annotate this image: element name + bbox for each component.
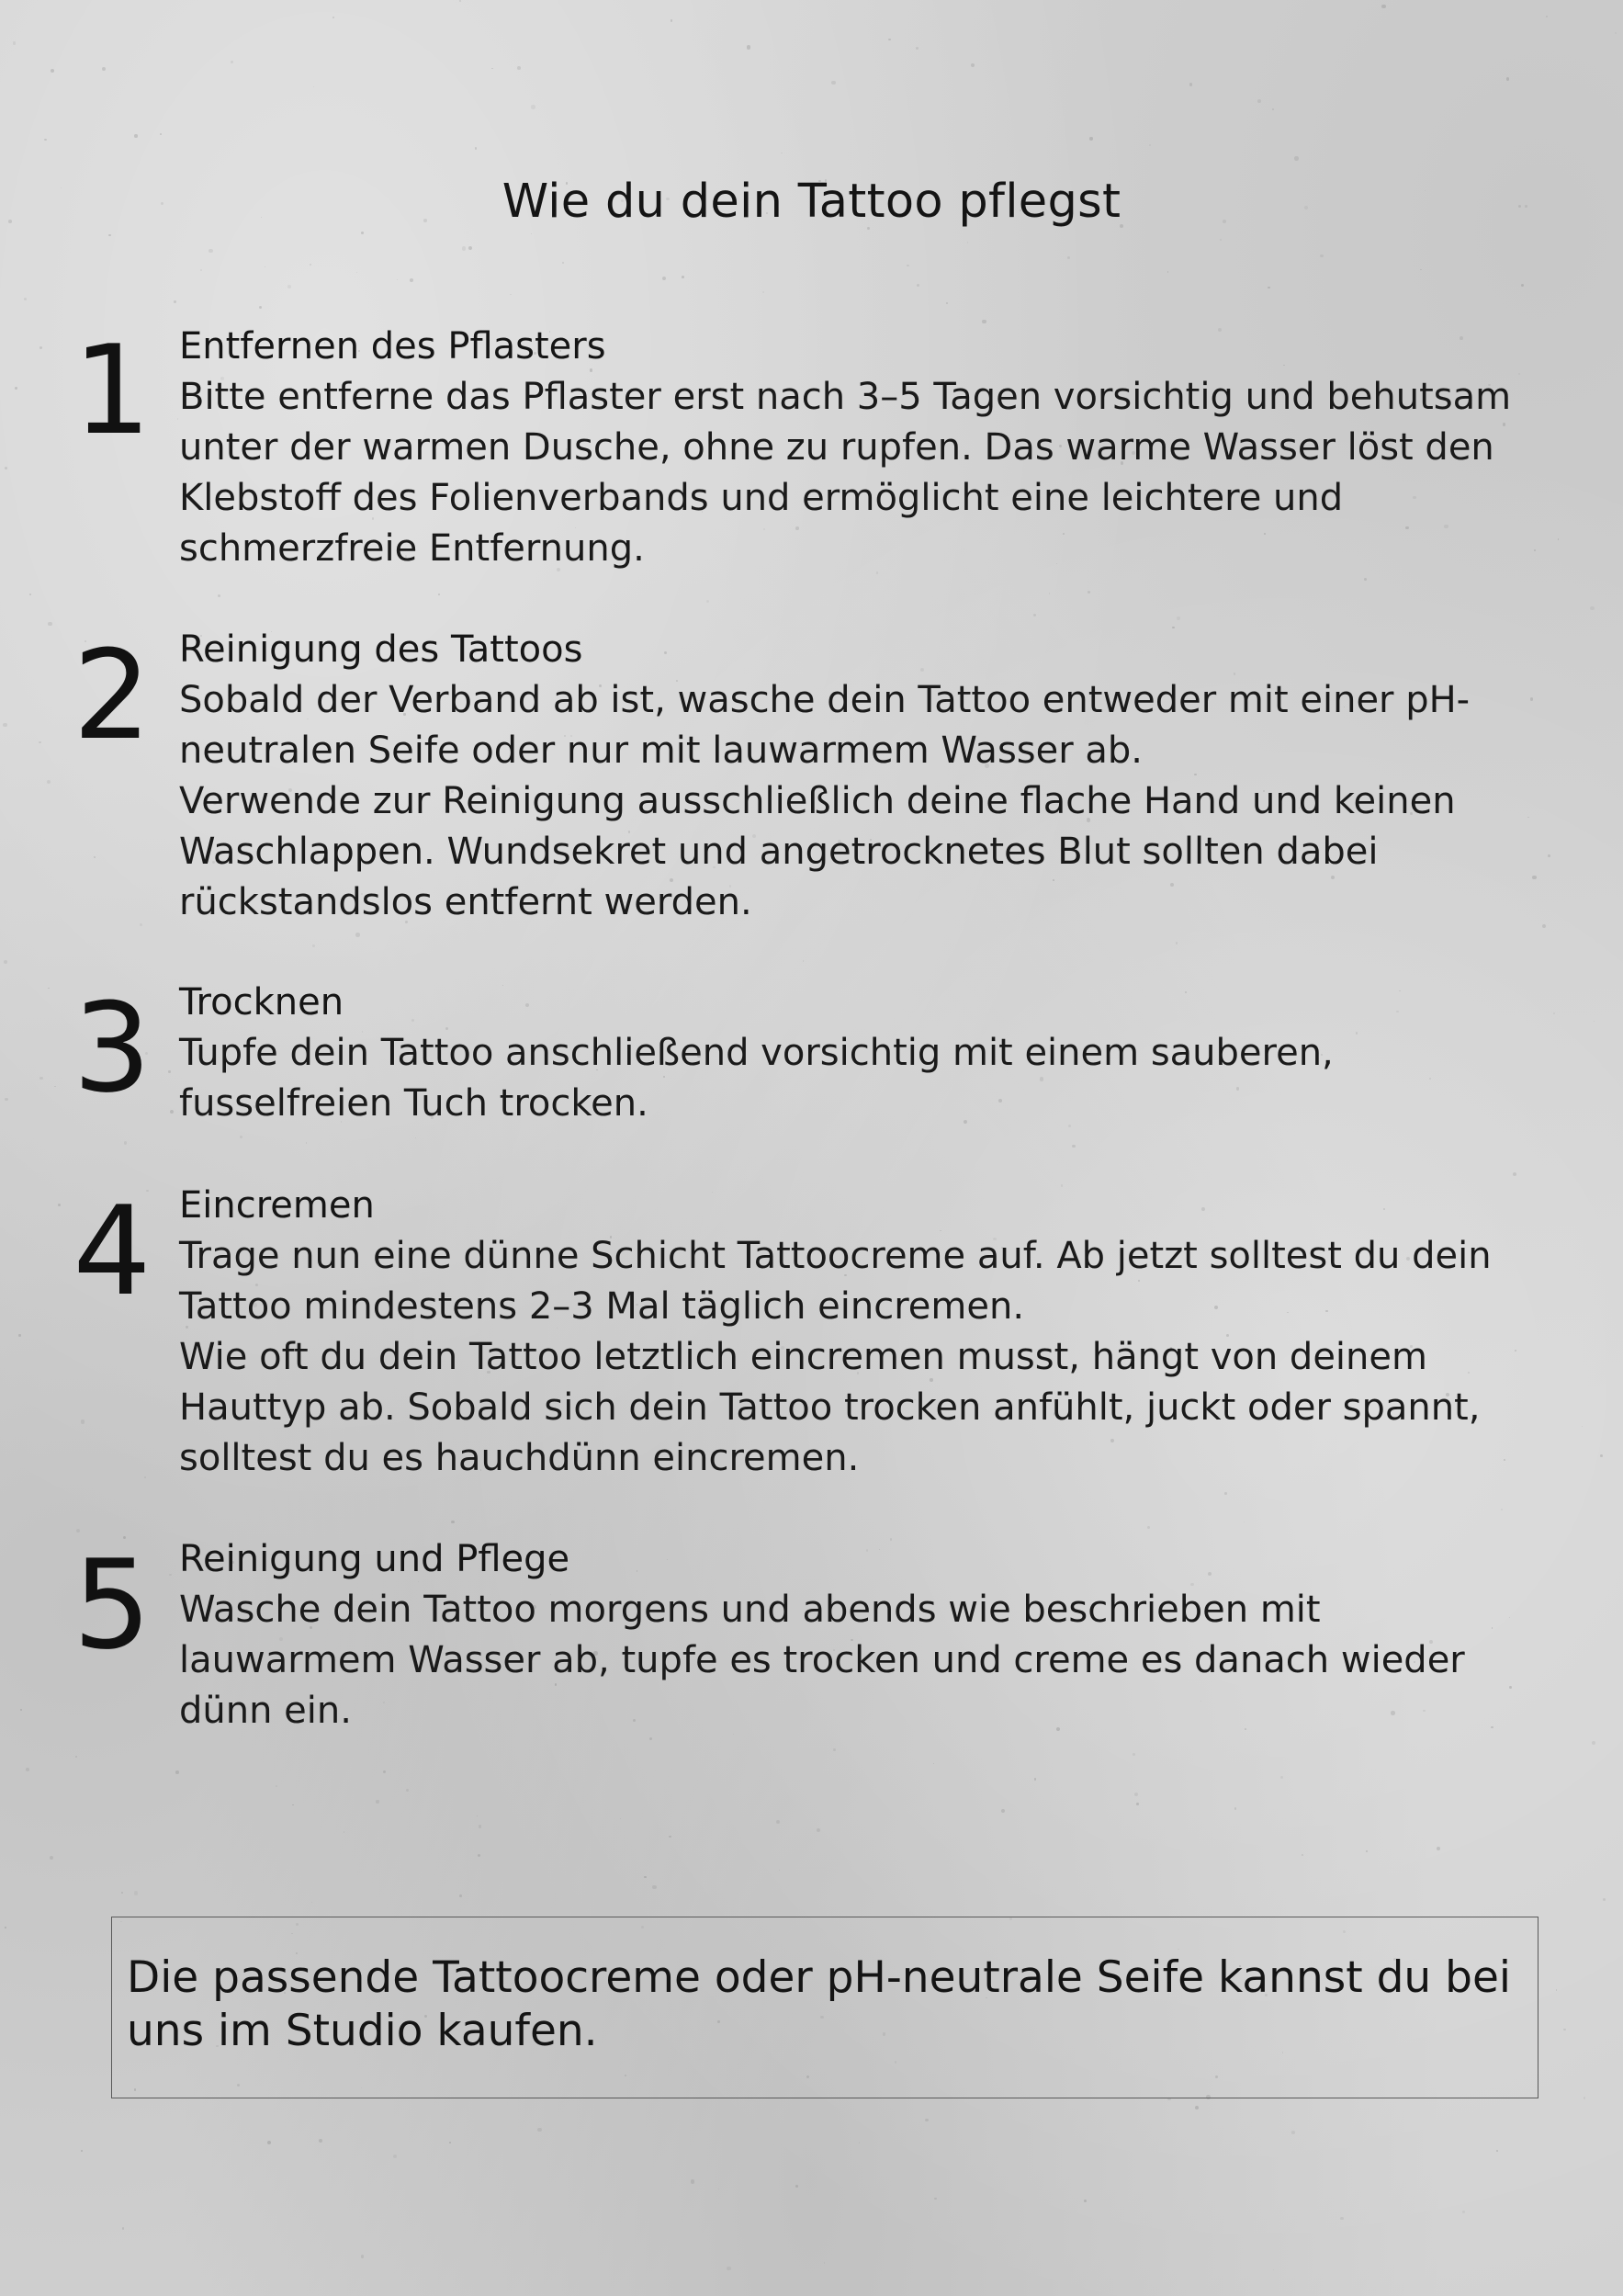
step-body (179, 1181, 1533, 1484)
step-number: 5 (73, 1533, 152, 1677)
step-heading: Reinigung des Tattoos (179, 628, 583, 671)
step-heading: Eincremen (179, 1184, 375, 1227)
step-heading: Reinigung und Pflege (179, 1538, 570, 1580)
studio-notice-box (111, 1917, 1538, 2098)
step-heading: Entfernen des Pflasters (179, 325, 606, 368)
step-number: 1 (73, 319, 152, 462)
step-paragraph: Tupfe dein Tattoo anschließend vorsichtig mit einem sauberen, fusselfreien Tuch trocken. (179, 1032, 1334, 1125)
studio-notice-text: Die passende Tattoocreme oder pH-neutrale Seife kannst du bei uns im Studio kaufen. (127, 1952, 1511, 2056)
step-heading: Trocknen (179, 981, 344, 1024)
step-number: 4 (73, 1180, 152, 1323)
step-paragraph: Verwende zur Reinigung ausschließlich deine flache Hand und keinen Waschlappen. Wundsekret und angetrocknetes Blut sollten dabei rückstandslos entfernt werden. (179, 780, 1456, 923)
step-paragraph: Wasche dein Tattoo morgens und abends wie beschrieben mit lauwarmem Wasser ab, tupfe es trocken und creme es danach wieder dünn ein. (179, 1589, 1465, 1732)
step-paragraph: Wie oft du dein Tattoo letztlich eincremen musst, hängt von deinem Hauttyp ab. Sobald sich dein Tattoo trocken anfühlt, juckt oder spannt, solltest du es hauchdünn eincremen. (179, 1336, 1481, 1479)
step-number: 2 (73, 624, 152, 767)
step-body (179, 1534, 1533, 1736)
step-body (179, 978, 1533, 1129)
step-paragraph: Bitte entferne das Pflaster erst nach 3–5 Tagen vorsichtig und behutsam unter der warmen Dusche, ohne zu rupfen. Das warme Wasser löst den Klebstoff des Folienverbands und ermöglicht eine leichtere und schmerzfreie Entfernung. (179, 376, 1512, 570)
step-paragraph: Sobald der Verband ab ist, wasche dein Tattoo entweder mit einer pH-neutralen Seife oder nur mit lauwarmem Wasser ab. (179, 679, 1471, 772)
step-paragraph: Trage nun eine dünne Schicht Tattoocreme auf. Ab jetzt solltest du dein Tattoo mindestens 2–3 Mal täglich eincremen. (179, 1235, 1492, 1328)
step-body (179, 625, 1533, 928)
step-number: 3 (73, 977, 152, 1120)
step-body (179, 322, 1533, 574)
page-title: Wie du dein Tattoo pflegst (502, 175, 1121, 229)
